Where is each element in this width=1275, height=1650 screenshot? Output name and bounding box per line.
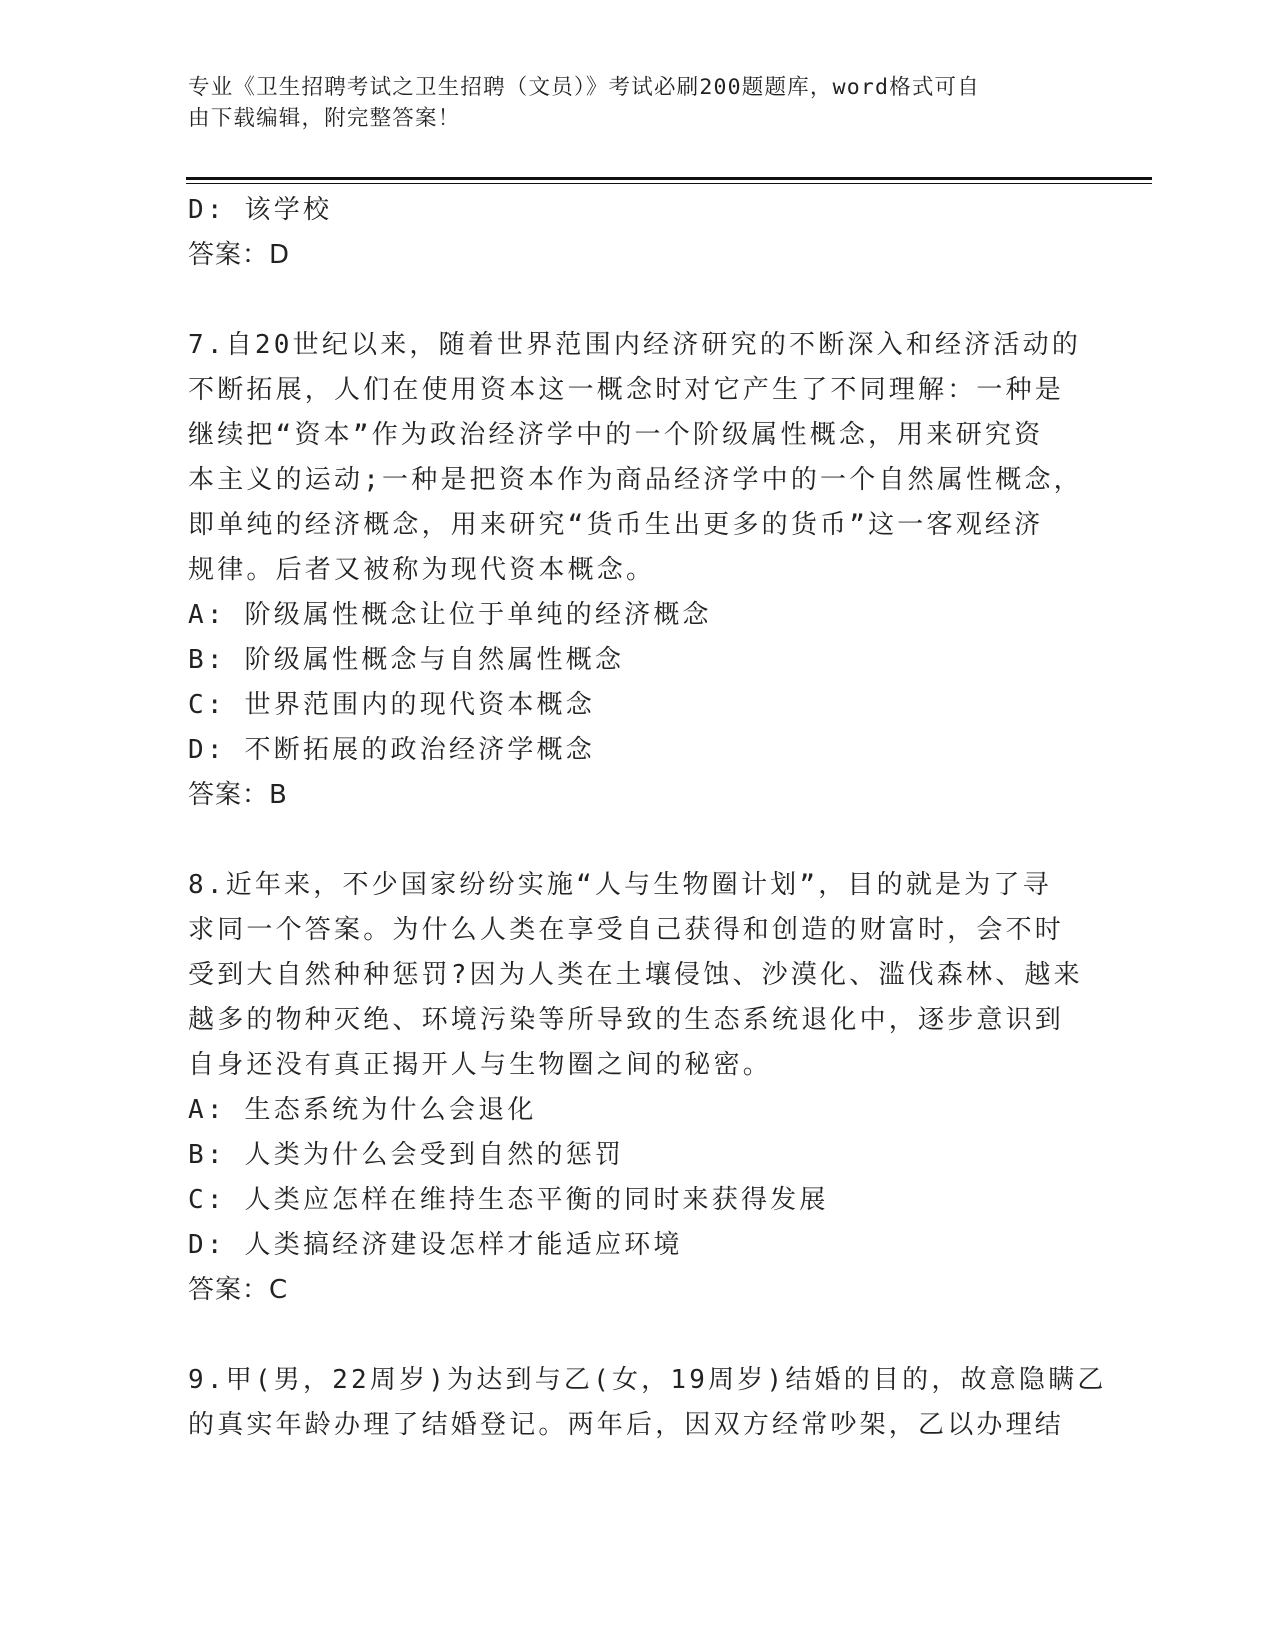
q8-answer: 答案：C xyxy=(188,1275,289,1305)
q7-stem-line: 本主义的运动;一种是把资本作为商品经济学中的一个自然属性概念， xyxy=(188,465,1083,495)
q7-option-a: A: 阶级属性概念让位于单纯的经济概念 xyxy=(188,600,712,630)
q8-option-b: B: 人类为什么会受到自然的惩罚 xyxy=(188,1140,625,1170)
q6-answer: 答案：D xyxy=(188,240,291,270)
q8-stem-line: 受到大自然种种惩罚?因为人类在土壤侵蚀、沙漠化、滥伐森林、越来 xyxy=(188,960,1083,990)
q7-stem-line: 不断拓展，人们在使用资本这一概念时对它产生了不同理解：一种是 xyxy=(188,375,1065,405)
q8-option-a: A: 生态系统为什么会退化 xyxy=(188,1095,537,1125)
q8-option-d: D: 人类搞经济建设怎样才能适应环境 xyxy=(188,1230,683,1260)
header-rule-thick xyxy=(186,177,1152,180)
q9-stem-line: 9.甲(男，22周岁)为达到与乙(女，19周岁)结婚的目的，故意隐瞒乙 xyxy=(188,1365,1107,1395)
q7-stem xyxy=(188,323,1088,593)
q8-stem-line: 自身还没有真正揭开人与生物圈之间的秘密。 xyxy=(188,1050,773,1080)
q8-stem-line: 8.近年来，不少国家纷纷实施“人与生物圈计划”，目的就是为了寻 xyxy=(188,870,1052,900)
header-line-1: 专业《卫生招聘考试之卫生招聘（文员）》考试必刷200题题库，word格式可自 xyxy=(188,75,980,100)
q6-option-d: D: 该学校 xyxy=(188,195,333,225)
q7-answer: 答案：B xyxy=(188,780,288,810)
header-rule-thin xyxy=(186,183,1152,184)
q7-stem-line: 继续把“资本”作为政治经济学中的一个阶级属性概念，用来研究资 xyxy=(188,420,1044,450)
q7-stem-line: 7.自20世纪以来，随着世界范围内经济研究的不断深入和经济活动的 xyxy=(188,330,1082,360)
q8-option-c: C: 人类应怎样在维持生态平衡的同时来获得发展 xyxy=(188,1185,829,1215)
q8-stem-line: 求同一个答案。为什么人类在享受自己获得和创造的财富时，会不时 xyxy=(188,915,1065,945)
q7-option-c: C: 世界范围内的现代资本概念 xyxy=(188,690,595,720)
q7-stem-line: 即单纯的经济概念，用来研究“货币生出更多的货币”这一客观经济 xyxy=(188,510,1044,540)
page-header xyxy=(188,72,1068,134)
q8-stem-line: 越多的物种灭绝、环境污染等所导致的生态系统退化中，逐步意识到 xyxy=(188,1005,1065,1035)
q9-stem xyxy=(188,1358,1107,1448)
q7-stem-line: 规律。后者又被称为现代资本概念。 xyxy=(188,555,656,585)
header-line-2: 由下载编辑，附完整答案！ xyxy=(188,106,461,131)
q7-option-b: B: 阶级属性概念与自然属性概念 xyxy=(188,645,625,675)
q7-option-d: D: 不断拓展的政治经济学概念 xyxy=(188,735,595,765)
document-body xyxy=(188,188,1107,1448)
q9-stem-line: 的真实年龄办理了结婚登记。两年后，因双方经常吵架，乙以办理结 xyxy=(188,1410,1065,1440)
q8-stem xyxy=(188,863,1088,1088)
